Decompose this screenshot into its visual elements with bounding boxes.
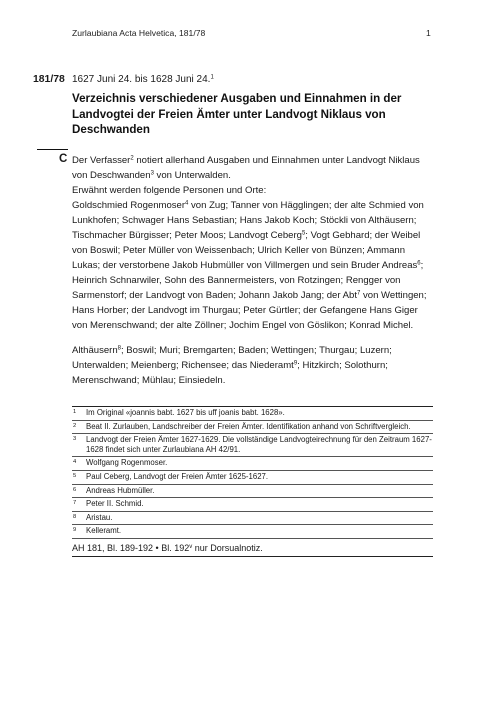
footnote-number: 5	[73, 472, 77, 479]
footnotes	[72, 406, 433, 539]
footnote-number: 9	[73, 527, 77, 534]
source-rule	[72, 556, 433, 557]
source-verso-mark: v	[189, 544, 193, 550]
footnote-ref-6: 6	[417, 260, 421, 267]
places-text-2: ; Boswil; Muri; Bremgarten; Baden; Wettingen; Thurgau; Luzern; Unterwalden; Meienberg; Richensee; das Niederamt	[72, 345, 392, 371]
footnote-5	[72, 471, 433, 485]
footnote-ref-2: 2	[130, 155, 134, 162]
footnote-number: 4	[73, 459, 77, 466]
persons-text-3: ; Vogt Gebhard; der Weibel von Boswil; Peter Müller von Weissenbach; Ulrich Keller von Bünzen; Ammann Lukas; der verstorbene Jakob Hubmüller von Villmergen und sein Bruder Andreas	[72, 230, 421, 271]
footnote-text: Peter II. Schmid.	[86, 499, 144, 509]
persons-text-4: ; Heinrich Schnarwiler, Sohn des Bannermeisters, von Rotzingen; Rengger von Sarmenstorf; der Landvogt von Baden; Johann Jakob Jang; der Abt	[72, 260, 424, 301]
footnote-3	[72, 434, 433, 457]
footnote-ref-9: 9	[293, 360, 298, 367]
copy-marker: C	[59, 153, 68, 165]
footnote-ref-7: 7	[357, 290, 361, 297]
summary-text-3: von Unterwalden.	[153, 170, 231, 181]
footnote-ref-8: 8	[117, 345, 121, 352]
document-date	[72, 74, 214, 85]
summary-text-2: notiert allerhand Ausgaben und Einnahmen unter Landvogt Niklaus von Deschwanden	[72, 155, 420, 181]
document-number: 181/78	[33, 74, 65, 85]
footnote-text: Paul Ceberg, Landvogt der Freien Ämter 1625-1627.	[86, 471, 269, 481]
footnote-text: Kelleramt.	[86, 526, 122, 536]
footnote-ref-5: 5	[301, 230, 306, 237]
footnote-number: 7	[73, 500, 77, 507]
footnote-ref-4: 4	[185, 200, 189, 207]
footnote-text: Landvogt der Freien Ämter 1627-1629. Die vollständige Landvogteirechnung für den Zeitraum 1627-1628 findet sich unter Zurlaubiana AH 42/91.	[86, 435, 432, 454]
footnote-text: Im Original «joannis babt. 1627 bis uff joanis babt. 1628».	[86, 408, 285, 417]
persons-text-5: von Wettingen; Hans Horber; der Landvogt im Thurgau; Peter Gürtler; der Gefangene Hans Giger von Merenschwand; der alte Zöllner; Jochim Engel von Göslikon; Konrad Michel.	[72, 290, 427, 331]
footnote-2	[72, 421, 433, 435]
names-heading: Erwähnt werden folgende Personen und Orte:	[72, 185, 267, 196]
places-paragraph	[72, 343, 434, 388]
footnote-number: 6	[73, 486, 77, 493]
places-text-3: ; Hitzkirch; Solothurn; Merenschwand; Mühlau; Einsiedeln.	[72, 360, 388, 386]
source-tail: nur Dorsualnotiz.	[192, 543, 263, 553]
footnote-ref-3: 3	[150, 170, 154, 177]
footnote-8	[72, 512, 433, 526]
date-text: 1627 Juni 24. bis 1628 Juni 24.	[72, 74, 211, 85]
places-text-1: Althäusern	[72, 345, 118, 356]
persons-text-1: Goldschmied Rogenmoser	[72, 200, 186, 211]
footnote-9	[72, 525, 433, 539]
footnote-number: 8	[73, 513, 77, 520]
footnote-4	[72, 457, 433, 471]
source-main: AH 181, Bl. 189-192 • Bl. 192	[72, 543, 190, 553]
summary-paragraph	[72, 153, 434, 183]
footnote-number: 2	[73, 422, 77, 429]
section-rule	[37, 149, 68, 150]
footnote-number: 1	[73, 409, 77, 415]
running-head: Zurlaubiana Acta Helvetica, 181/78	[72, 28, 206, 38]
document-title: Verzeichnis verschiedener Ausgaben und Einnahmen in der Landvogtei der Freien Ämter unter Landvogt Niklaus von Deschwanden	[72, 92, 402, 136]
page-number: 1	[426, 28, 431, 38]
footnote-text: Aristau.	[86, 512, 113, 522]
persons-paragraph	[72, 198, 434, 333]
footnote-1	[72, 407, 433, 421]
summary-text-1: Der Verfasser	[72, 155, 131, 166]
source-reference	[72, 542, 433, 555]
footnote-number: 3	[73, 436, 77, 443]
persons-text-2: von Zug; Tanner von Hägglingen; der alte Schmied von Lunkhofen; Schwager Hans Sebastian; Hans Jakob Koch; Stöckli von Althäusern; Tischmacher Bürgisser; Peter Moos; Landvogt Ceberg	[72, 200, 424, 241]
footnote-text: Wolfgang Rogenmoser.	[86, 458, 168, 468]
footnote-text: Beat II. Zurlauben, Landschreiber der Freien Ämter. Identifikation anhand von Schriftvergleich.	[86, 421, 411, 431]
footnote-text: Andreas Hubmüller.	[86, 485, 155, 495]
footnote-6	[72, 485, 433, 499]
footnote-7	[72, 498, 433, 512]
footnote-ref-1: 1	[210, 74, 214, 81]
